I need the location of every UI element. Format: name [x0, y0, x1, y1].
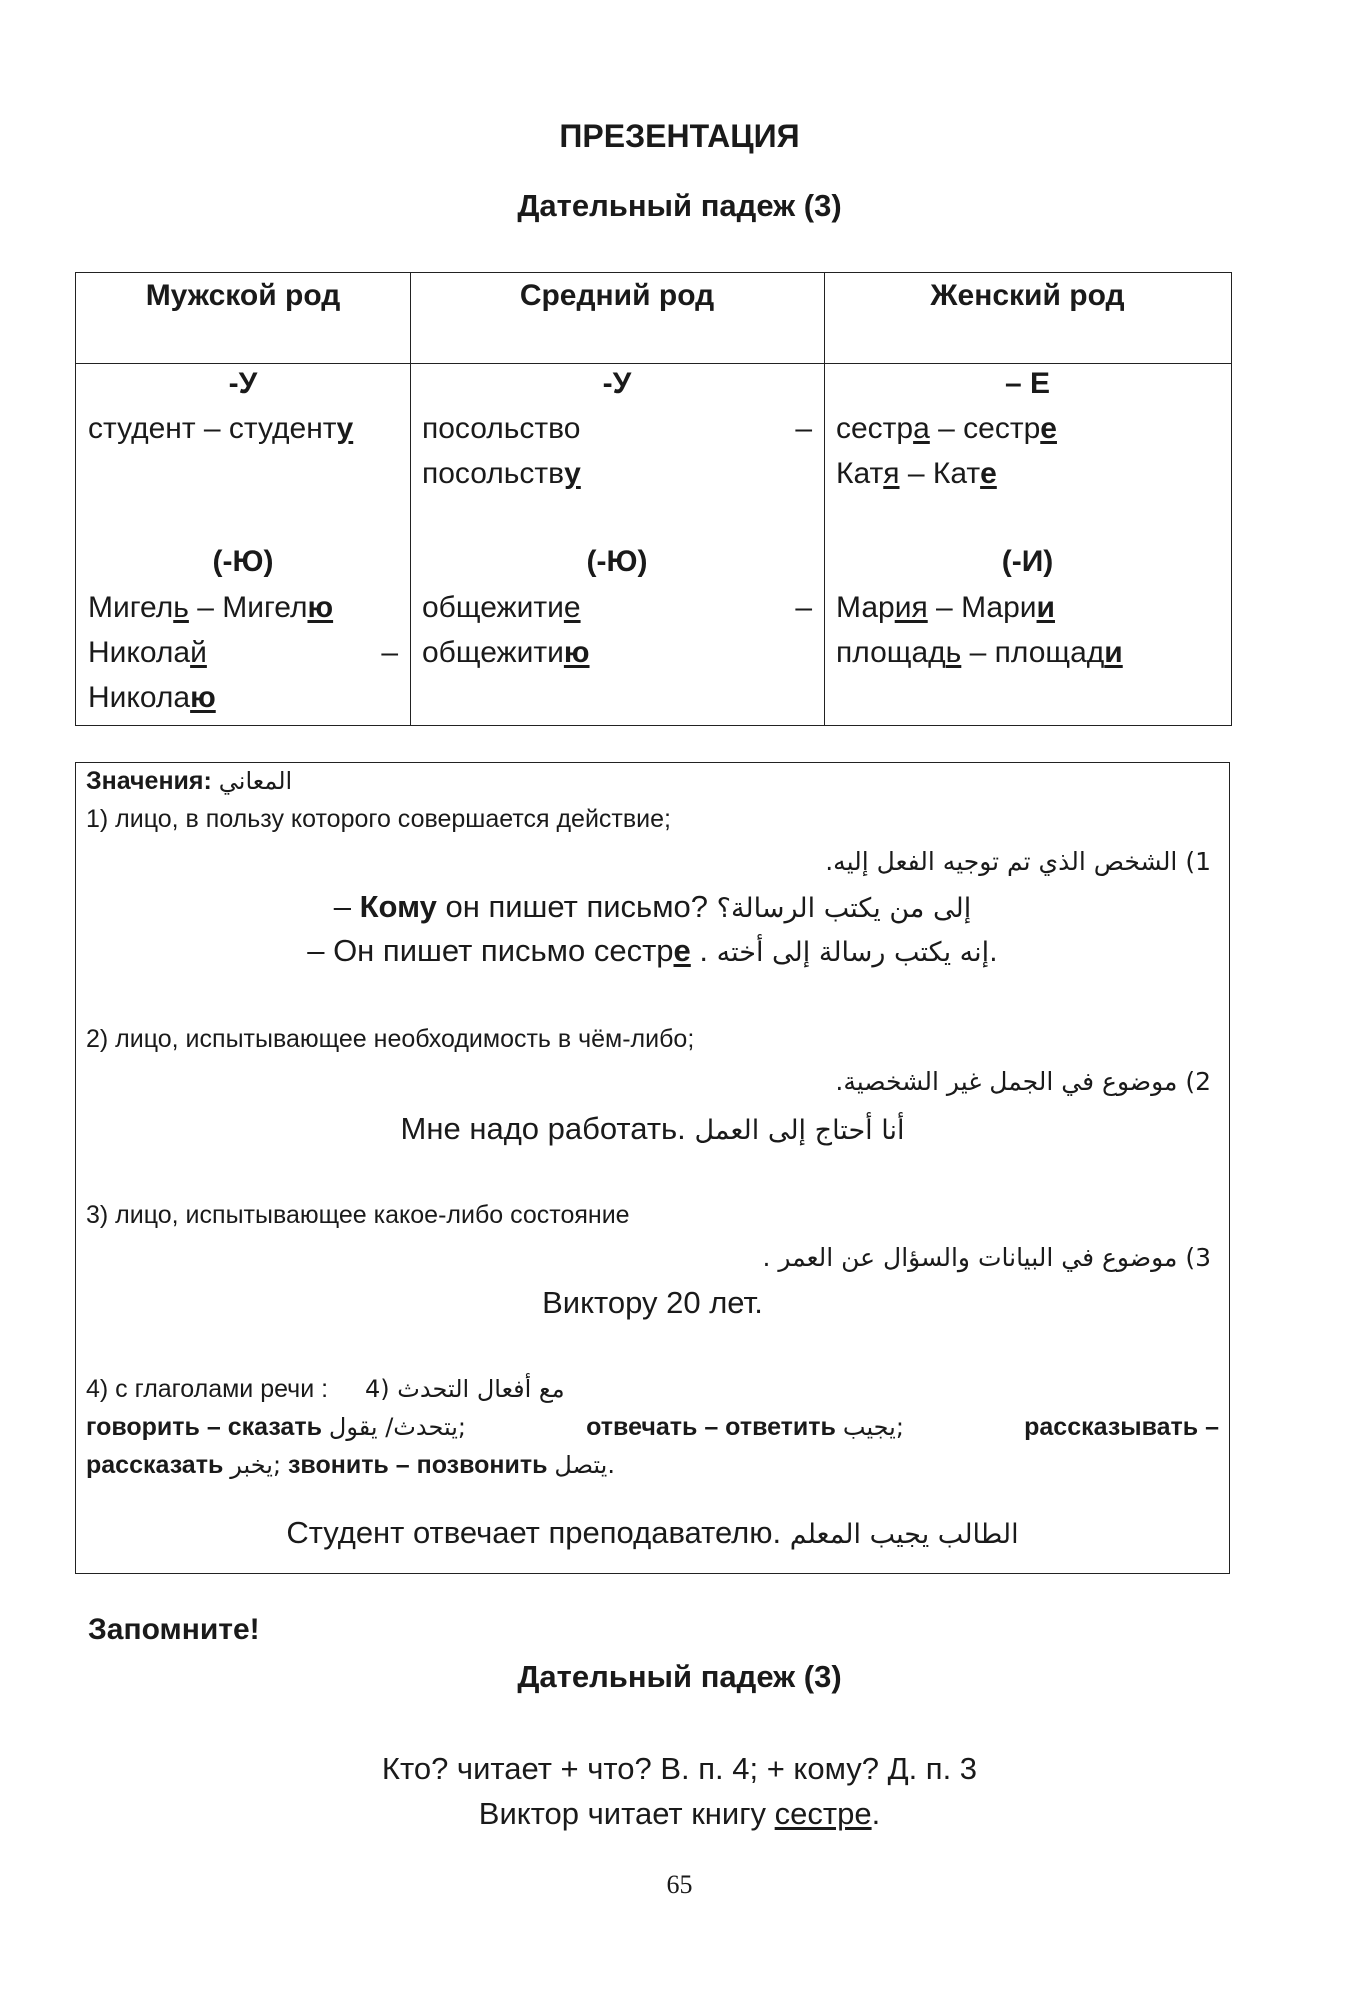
example-komu: – Кому он пишет письмо? إلى من يكتب الرسالة؟ — [333, 889, 972, 924]
example-posolstvo: посольство – — [422, 412, 812, 445]
example-obshchezhitie-dative: общежитию — [422, 636, 590, 669]
example-sestra: сестра – сестре — [836, 412, 1057, 445]
ending-yu: (-Ю) — [586, 545, 648, 578]
meaning-3-arabic: 3) موضوع في البيانات والسؤال عن العمر . — [762, 1243, 1211, 1272]
example-katya: Катя – Кате — [836, 457, 997, 490]
ending-u: -У — [228, 367, 258, 400]
column-masculine — [76, 273, 410, 725]
example-mariya: Мария – Марии — [836, 591, 1055, 624]
example-ploshchad: площадь – площади — [836, 636, 1123, 669]
meaning-2: 2) лицо, испытывающее необходимость в чём-либо; — [86, 1025, 695, 1053]
meaning-3: 3) лицо, испытывающее какое-либо состояние — [86, 1201, 630, 1229]
section-subtitle: Дательный падеж (3) — [517, 1659, 842, 1694]
meaning-1: 1) лицо, в пользу которого совершается действие; — [86, 805, 671, 833]
example-student: студент – студенту — [88, 412, 354, 445]
example-pishet-sestre: – Он пишет письмо сестре . إنه يكتب رسالة إلى أخته. — [307, 933, 998, 968]
example-obshchezhitie: общежитие – — [422, 591, 812, 624]
ending-e: – Е — [1004, 367, 1051, 400]
page-number: 65 — [666, 1870, 693, 1899]
ending-i: (-И) — [1001, 545, 1054, 578]
declension-table — [75, 272, 1232, 726]
example-nikolai: Николай – — [88, 636, 398, 669]
page-title: ПРЕЗЕНТАЦИЯ — [559, 118, 800, 154]
meaning-2-arabic: 2) موضوع في الجمل غير الشخصية. — [835, 1067, 1211, 1096]
header-neuter: Средний род — [519, 279, 715, 312]
meaning-4: 4) с глаголами речи : 4) مع أفعال التحدث — [86, 1375, 565, 1403]
example-nikolai-dative: Николаю — [88, 681, 216, 714]
verbs-line-2: рассказать يخبر; звонить – позвонить يتصل. — [86, 1451, 615, 1479]
meanings-label: Значения: المعاني — [86, 767, 293, 795]
example-viktoru-20: Виктору 20 лет. — [542, 1285, 763, 1320]
ending-u: -У — [602, 367, 632, 400]
meanings-box — [75, 762, 1230, 1574]
header-masculine: Мужской род — [145, 279, 341, 312]
rule-formula: Кто? читает + что? В. п. 4; + кому? Д. п. 3 — [381, 1751, 978, 1786]
example-miguel: Мигель – Мигелю — [88, 591, 334, 624]
remember-heading: Запомните! — [88, 1613, 260, 1646]
example-student-otvechaet: Студент отвечает преподавателю. الطالب يجيب المعلم — [286, 1515, 1019, 1550]
meaning-1-arabic: 1) الشخص الذي تم توجيه الفعل إليه. — [825, 847, 1211, 876]
example-nado-rabotat: Мне надо работать. أنا أحتاج إلى العمل — [400, 1111, 905, 1146]
ending-yu: (-Ю) — [212, 545, 274, 578]
page-subtitle: Дательный падеж (3) — [517, 188, 842, 223]
column-feminine — [824, 273, 1231, 725]
column-neuter — [410, 273, 824, 725]
rule-example: Виктор читает книгу сестре. — [478, 1796, 881, 1831]
example-posolstvo-dative: посольству — [422, 457, 581, 490]
verbs-line-1: говорить – сказать يتحدث/ يقول; отвечать – ответить يجيب; рассказывать – — [86, 1413, 1219, 1441]
header-feminine: Женский род — [930, 279, 1125, 312]
